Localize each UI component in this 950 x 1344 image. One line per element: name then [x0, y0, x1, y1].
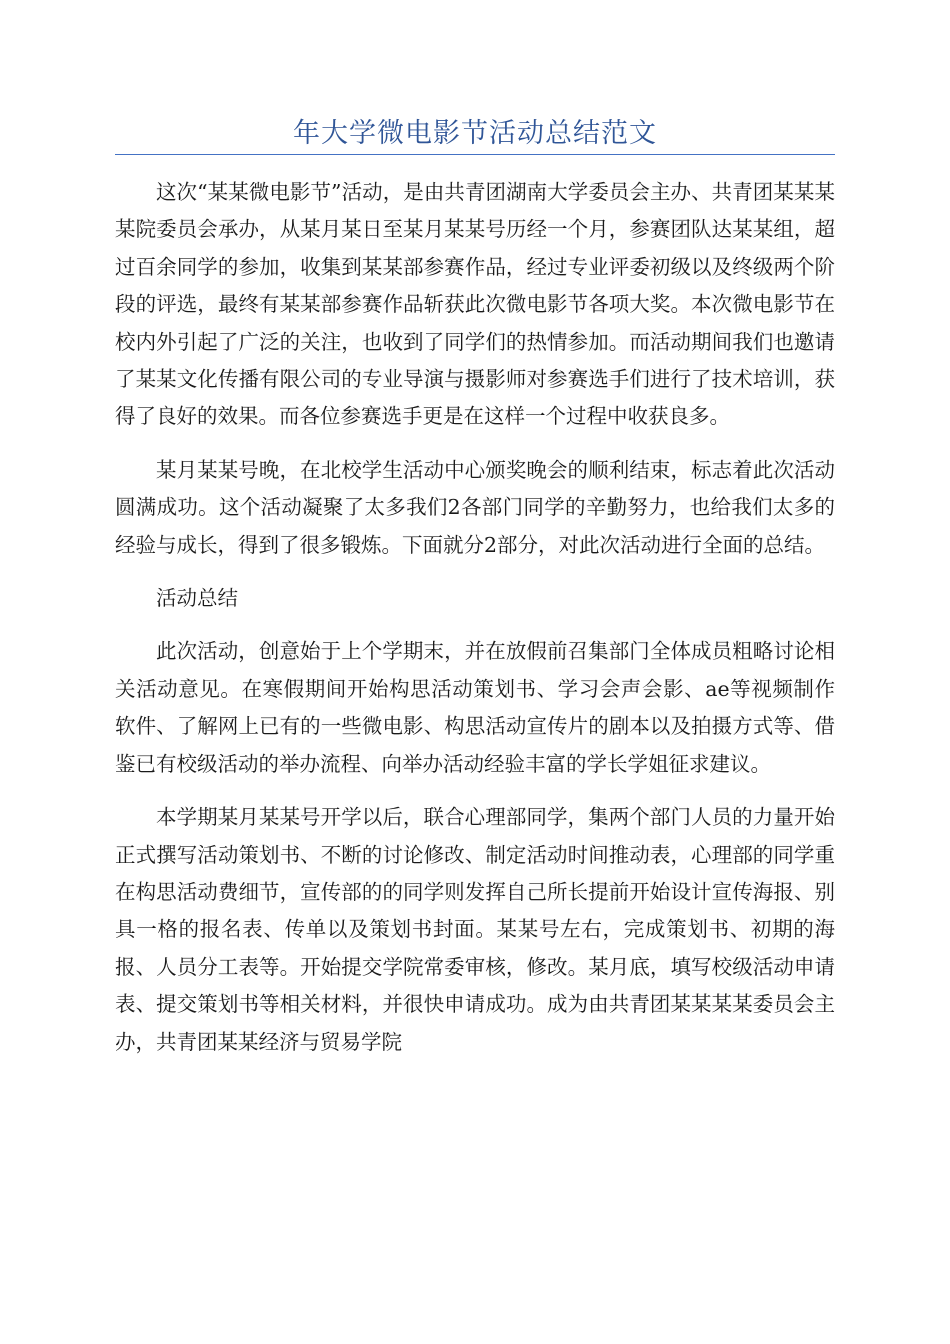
document-title: 年大学微电影节活动总结范文 [293, 118, 657, 149]
title-underline [115, 154, 835, 155]
paragraph-semester: 本学期某月某某号开学以后，联合心理部同学，集两个部门人员的力量开始正式撰写活动策划书、不断的讨论修改、制定活动时间推动表，心理部的同学重在构思活动费细节，宣传部的的同学则发挥自己所长提前开始设计宣传海报、别具一格的报名表、传单以及策划书封面。某某号左右，完成策划书、初期的海报、人员分工表等。开始提交学院常委审核，修改。某月底，填写校级活动申请表、提交策划书等相关材料，并很快申请成功。成为由共青团某某某某委员会主办，共青团某某经济与贸易学院 [115, 805, 835, 1054]
paragraph-planning: 此次活动，创意始于上个学期末，并在放假前召集部门全体成员粗略讨论相关活动意见。在寒假期间开始构思活动策划书、学习会声会影、ae等视频制作软件、了解网上已有的一些微电影、构思活动宣传片的剧本以及拍摄方式等、借鉴已有校级活动的举办流程、向举办活动经验丰富的学长学姐征求建议。 [115, 639, 835, 776]
paragraph-ceremony: 某月某某号晚，在北校学生活动中心颁奖晚会的顺利结束，标志着此次活动圆满成功。这个活动凝聚了太多我们2各部门同学的辛勤努力，也给我们太多的经验与成长，得到了很多锻炼。下面就分2部分，对此次活动进行全面的总结。 [115, 457, 835, 557]
section-heading: 活动总结 [156, 586, 238, 611]
paragraph-intro: 这次“某某微电影节”活动，是由共青团湖南大学委员会主办、共青团某某某某院委员会承办，从某月某日至某月某某号历经一个月，参赛团队达某某组，超过百余同学的参加，收集到某某部参赛作品，经过专业评委初级以及终级两个阶段的评选，最终有某某部参赛作品斩获此次微电影节各项大奖。本次微电影节在校内外引起了广泛的关注，也收到了同学们的热情参加。而活动期间我们也邀请了某某文化传播有限公司的专业导演与摄影师对参赛选手们进行了技术培训，获得了良好的效果。而各位参赛选手更是在这样一个过程中收获良多。 [115, 180, 835, 429]
document-body [115, 174, 835, 1077]
